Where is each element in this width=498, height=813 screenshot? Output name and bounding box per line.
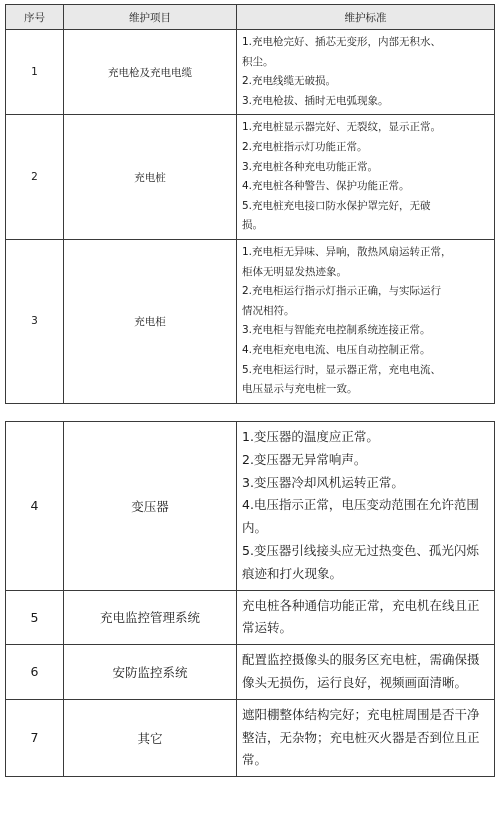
header-standard: 维护标准 <box>237 5 495 30</box>
maintenance-table-top <box>5 4 495 404</box>
standard-line: 1.变压器的温度应正常。 <box>242 429 379 444</box>
standard-line: 柜体无明显发热迹象。 <box>242 265 347 278</box>
standard-line: 遮阳棚整体结构完好；充电桩周围是否干净 <box>242 706 480 722</box>
standard-line: 4.电压指示正常，电压变动范围在允许范围 <box>242 497 479 513</box>
row-number: 7 <box>6 699 64 776</box>
table-row <box>6 645 495 700</box>
row-standard <box>237 645 495 700</box>
row-standard <box>237 115 495 240</box>
table-row <box>6 699 495 776</box>
standard-line: 2.充电线缆无破损。 <box>242 75 337 88</box>
standard-line: 常运转。 <box>242 620 293 636</box>
row-item: 充电枪及充电电缆 <box>64 30 237 115</box>
header-item: 维护项目 <box>64 5 237 30</box>
row-number: 4 <box>6 422 64 591</box>
row-standard <box>237 699 495 776</box>
table-header-row <box>6 5 495 30</box>
standard-line: 1.充电桩显示器完好、无裂纹，显示正常。 <box>242 121 442 134</box>
row-item: 充电监控管理系统 <box>64 590 237 645</box>
row-item: 其它 <box>64 699 237 776</box>
standard-line: 2.充电桩指示灯功能正常。 <box>242 140 368 153</box>
row-standard <box>237 422 495 591</box>
table-row <box>6 422 495 591</box>
row-standard <box>237 239 495 403</box>
standard-line: 2.充电柜运行指示灯指示正确，与实际运行 <box>242 285 442 298</box>
row-standard <box>237 590 495 645</box>
standard-line: 像头无损伤，运行良好，视频画面清晰。 <box>242 674 468 690</box>
standard-line: 2.变压器无异常响声。 <box>242 451 367 467</box>
row-item: 变压器 <box>64 422 237 591</box>
row-number: 3 <box>6 239 64 403</box>
standard-line: 3.充电枪拔、插时无电弧现象。 <box>242 94 389 107</box>
standard-line: 痕迹和打火现象。 <box>242 565 343 581</box>
standard-line: 3.变压器冷却风机运转正常。 <box>242 474 404 490</box>
standard-line: 常。 <box>242 752 268 768</box>
row-item: 充电柜 <box>64 239 237 403</box>
row-standard <box>237 30 495 115</box>
standard-line: 5.充电桩充电接口防水保护罩完好，无破 <box>242 199 431 212</box>
standard-line: 3.充电桩各种充电功能正常。 <box>242 160 379 173</box>
standard-line: 4.充电桩各种警告、保护功能正常。 <box>242 180 410 193</box>
standard-line: 1.充电枪完好、插芯无变形，内部无积水、 <box>242 36 442 48</box>
standard-line: 整洁，无杂物；充电桩灭火器是否到位且正 <box>242 729 480 745</box>
standard-line: 损。 <box>242 219 263 232</box>
table-row <box>6 590 495 645</box>
standard-line: 3.充电柜与智能充电控制系统连接正常。 <box>242 324 431 337</box>
standard-line: 充电桩各种通信功能正常，充电机在线且正 <box>242 597 480 613</box>
standard-line: 1.充电柜无异味、异响，散热风扇运转正常， <box>242 245 452 258</box>
row-item: 安防监控系统 <box>64 645 237 700</box>
standard-line: 配置监控摄像头的服务区充电桩，需确保摄 <box>242 652 480 668</box>
row-number: 5 <box>6 590 64 645</box>
standard-line: 5.充电柜运行时，显示器正常，充电电流、 <box>242 363 442 376</box>
standard-line: 情况相符。 <box>242 304 295 317</box>
maintenance-table-bottom <box>5 421 495 777</box>
standard-line: 5.变压器引线接头应无过热变色、孤光闪烁 <box>242 542 479 558</box>
table-row <box>6 239 495 403</box>
row-number: 6 <box>6 645 64 700</box>
header-no: 序号 <box>6 5 64 30</box>
row-number: 2 <box>6 115 64 240</box>
row-number: 1 <box>6 30 64 115</box>
standard-line: 4.充电柜充电电流、电压自动控制正常。 <box>242 343 431 356</box>
standard-line: 积尘。 <box>242 55 274 68</box>
row-item: 充电桩 <box>64 115 237 240</box>
table-row <box>6 30 495 115</box>
standard-line: 内。 <box>242 520 268 536</box>
standard-line: 电压显示与充电桩一致。 <box>242 383 358 396</box>
table-row <box>6 115 495 240</box>
